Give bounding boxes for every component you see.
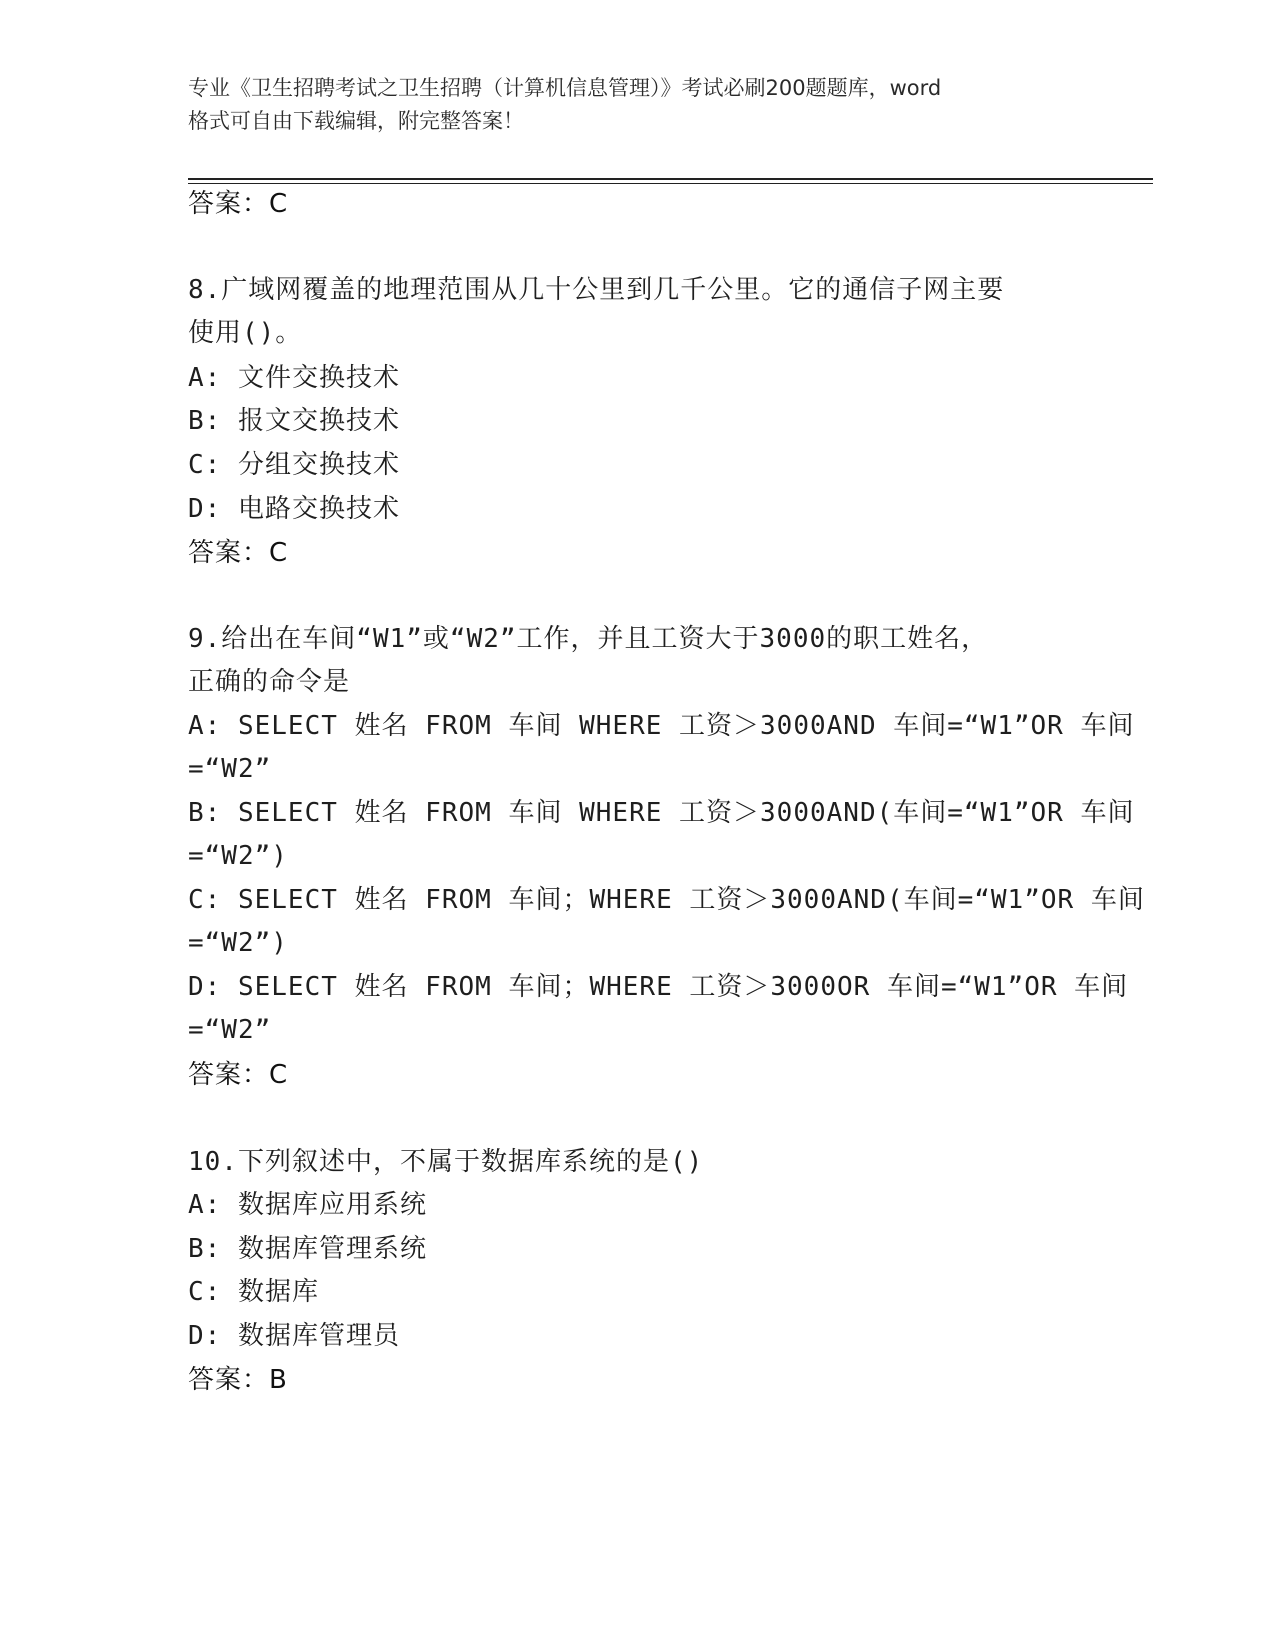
q8-option-d: D: 电路交换技术 — [188, 494, 400, 524]
q9-option-a-line-1: A: SELECT 姓名 FROM 车间 WHERE 工资＞3000AND 车间=“W1”OR 车间 — [188, 711, 1135, 741]
answer-previous: 答案：C — [188, 189, 289, 219]
q9-stem-line-1: 9.给出在车间“W1”或“W2”工作，并且工资大于3000的职工姓名， — [188, 624, 989, 654]
q8-option-b: B: 报文交换技术 — [188, 406, 400, 436]
header-divider-thin — [188, 183, 1153, 184]
q8-answer: 答案：C — [188, 538, 289, 568]
q9-option-d-line-1: D: SELECT 姓名 FROM 车间；WHERE 工资＞3000OR 车间=“W1”OR 车间 — [188, 972, 1129, 1002]
q9-option-a-line-2: =“W2” — [188, 754, 272, 784]
q9-stem-line-2: 正确的命令是 — [188, 667, 351, 697]
header-line-1: 专业《卫生招聘考试之卫生招聘（计算机信息管理）》考试必刷200题题库，word — [188, 76, 942, 100]
q10-option-a: A: 数据库应用系统 — [188, 1190, 427, 1220]
q9-option-c-line-1: C: SELECT 姓名 FROM 车间；WHERE 工资＞3000AND(车间=“W1”OR 车间 — [188, 885, 1145, 915]
q9-option-b-line-2: =“W2”) — [188, 841, 288, 871]
q8-stem-line-2: 使用()。 — [188, 318, 303, 348]
document-header — [188, 72, 1088, 138]
q10-option-d: D: 数据库管理员 — [188, 1321, 400, 1351]
q8-option-a: A: 文件交换技术 — [188, 363, 400, 393]
header-line-2: 格式可自由下载编辑，附完整答案！ — [188, 109, 524, 133]
q10-option-b: B: 数据库管理系统 — [188, 1234, 427, 1264]
q10-option-c: C: 数据库 — [188, 1277, 319, 1307]
q8-stem-line-1: 8.广域网覆盖的地理范围从几十公里到几千公里。它的通信子网主要 — [188, 275, 1005, 305]
q9-option-b-line-1: B: SELECT 姓名 FROM 车间 WHERE 工资＞3000AND(车间=“W1”OR 车间 — [188, 798, 1135, 828]
q10-stem: 10.下列叙述中，不属于数据库系统的是() — [188, 1147, 704, 1177]
header-divider-thick — [188, 178, 1153, 180]
q9-option-c-line-2: =“W2”) — [188, 928, 288, 958]
q8-option-c: C: 分组交换技术 — [188, 450, 400, 480]
q9-option-d-line-2: =“W2” — [188, 1015, 272, 1045]
q10-answer: 答案：B — [188, 1365, 288, 1395]
q9-answer: 答案：C — [188, 1060, 289, 1090]
